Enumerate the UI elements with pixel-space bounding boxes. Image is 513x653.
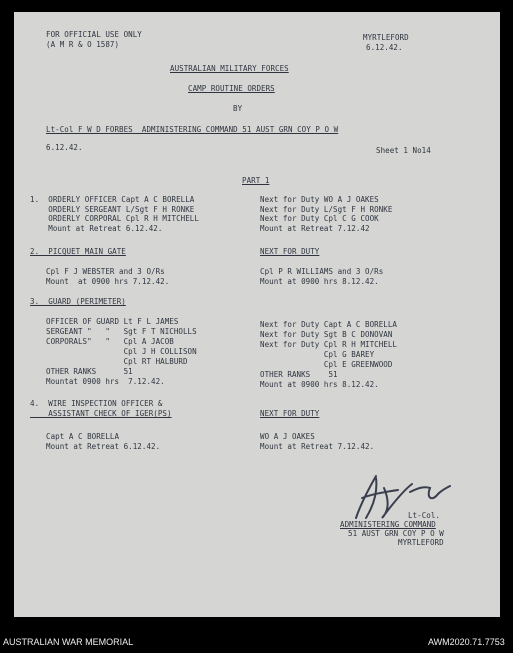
s3-right-line: Cpl G BAREY xyxy=(260,350,375,359)
s1-right-line: Next for Duty L/Sgt F H RONKE xyxy=(260,205,393,214)
s4-heading-line: ASSISTANT CHECK OF IGER(PS) xyxy=(30,409,172,418)
s4-left-line: Capt A C BORELLA xyxy=(46,432,120,441)
s2-right-line: Cpl P R WILLIAMS and 3 O/Rs xyxy=(260,267,384,276)
s3-right-line: Next for Duty Sgt B C DONOVAN xyxy=(260,330,393,339)
s3-right-line: Cpl E GREENWOOD xyxy=(260,360,393,369)
s3-right-line: OTHER RANKS 51 xyxy=(260,370,338,379)
s4-right-line: Mount at Retreat 7.12.42. xyxy=(260,442,375,451)
title-by: BY xyxy=(233,104,243,113)
order-date: 6.12.42. xyxy=(46,143,83,152)
s1-right-line: Next for Duty WO A J OAKES xyxy=(260,195,379,204)
s3-right-line: Next for Duty Capt A C BORELLA xyxy=(260,320,397,329)
part-heading: PART 1 xyxy=(242,176,270,185)
s3-left-line: SERGEANT " " Sgt F T NICHOLLS xyxy=(46,327,197,336)
s1-right-line: Mount at Retreat 7.12.42 xyxy=(260,224,370,233)
s3-heading: 3. GUARD (PERIMETER) xyxy=(30,297,126,306)
s1-left-line: 1. ORDERLY OFFICER Capt A C BORELLA xyxy=(30,195,195,204)
handwritten-signature xyxy=(332,468,462,524)
s4-next-heading: NEXT FOR DUTY xyxy=(260,409,320,418)
s3-left-line: Cpl J H COLLISON xyxy=(46,347,197,356)
classification-line-2: (A M R & O 1587) xyxy=(46,40,120,49)
s4-right-line: WO A J OAKES xyxy=(260,432,315,441)
s3-left-line: Mountat 0900 hrs 7.12.42. xyxy=(46,377,165,386)
s2-next-heading: NEXT FOR DUTY xyxy=(260,247,320,256)
s1-left-line: ORDERLY SERGEANT L/Sgt F H RONKE xyxy=(30,205,195,214)
s4-heading-line: 4. WIRE INSPECTION OFFICER & xyxy=(30,399,163,408)
s3-right-line: Mount at 0900 hrs 8.12.42. xyxy=(260,380,379,389)
s1-left-line: ORDERLY CORPORAL Cpl R H MITCHELL xyxy=(30,214,199,223)
signature-unit: 51 AUST GRN COY P O W xyxy=(348,529,444,538)
s3-left-line: OTHER RANKS 51 xyxy=(46,367,133,376)
header-place: MYRTLEFORD xyxy=(363,33,409,42)
s3-left-line: Cpl RT HALBURD xyxy=(46,357,188,366)
title-orders: CAMP ROUTINE ORDERS xyxy=(188,84,275,93)
signature-rank: Lt-Col. xyxy=(408,511,440,520)
s3-left-line: OFFICER OF GUARD Lt F L JAMES xyxy=(46,317,179,326)
classification-line-1: FOR OFFICIAL USE ONLY xyxy=(46,30,142,39)
s2-heading: 2. PICQUET MAIN GATE xyxy=(30,247,126,256)
commander-line: Lt-Col F W D FORBES ADMINISTERING COMMAND 51 AUST GRN COY P O W xyxy=(46,125,339,134)
footer-accession-number: AWM2020.71.7753 xyxy=(428,637,505,647)
s1-right-line: Next for Duty Cpl C G COOK xyxy=(260,214,379,223)
s2-left-line: Cpl F J WEBSTER and 3 O/Rs xyxy=(46,267,165,276)
signature-place: MYRTLEFORD xyxy=(398,538,444,547)
title-organisation: AUSTRALIAN MILITARY FORCES xyxy=(170,64,289,73)
sheet-number: Sheet 1 No14 xyxy=(376,146,431,155)
header-date: 6.12.42. xyxy=(366,43,403,52)
s2-right-line: Mount at 0900 hrs 8.12.42. xyxy=(260,277,379,286)
footer-institution: AUSTRALIAN WAR MEMORIAL xyxy=(3,637,134,647)
s4-left-line: Mount at Retreat 6.12.42. xyxy=(46,442,161,451)
s3-left-line: CORPORALS" " Cpl A JACOB xyxy=(46,337,174,346)
s1-left-line: Mount at Retreat 6.12.42. xyxy=(30,224,163,233)
s3-right-line: Next for Duty Cpl R H MITCHELL xyxy=(260,340,397,349)
s2-left-line: Mount at 0900 hrs 7.12.42. xyxy=(46,277,170,286)
signature-role: ADMINISTERING COMMAND xyxy=(340,520,436,529)
